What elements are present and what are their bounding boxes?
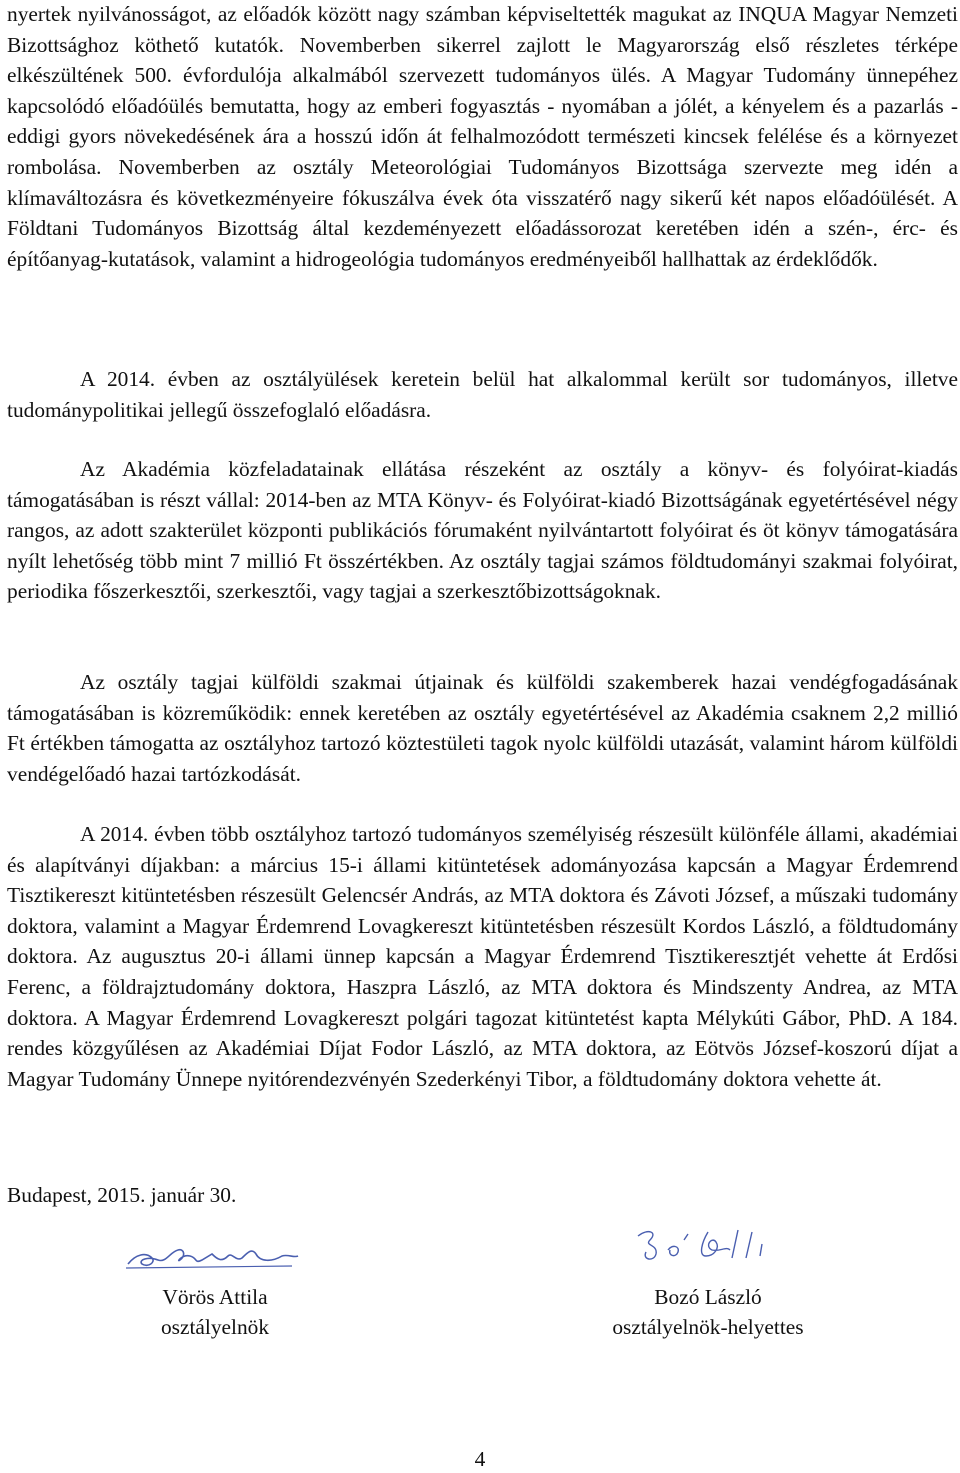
paragraph-5: A 2014. évben több osztályhoz tartozó tudományos személyiség részesült különféle állami, akadémiai és alapítványi díjakban: a március 15-i állami kitüntetések adományozása kapcsán a Magyar Érdemrend Tisztikereszt kitüntetésben részesült Gelencsér András, az MTA doktora és Závoti József, a műszaki tudomány doktora, valamint a Magyar Érdemrend Lovagkereszt kitüntetésben részesült Kordos László, a földtudomány doktora. Az augusztus 20-i állami ünnep kapcsán a Magyar Érdemrend Tisztikeresztjét vehette át Erdősi Ferenc, a földrajztudomány doktora, Haszpra László, az MTA doktora és Mindszenty Andrea, az MTA doktora. A Magyar Érdemrend Lovagkereszt polgári tagozat kitüntetést kapta Mélykúti Gábor, PhD. A 184. rendes közgyűlésen az Akadémiai Díjat Fodor László, az MTA doktora, az Eötvös József-koszorú díjat a Magyar Tudomány Ünnepe nyitórendezvényén Szederkényi Tibor, a földtudomány doktora vehette át. xyxy=(7,822,958,1091)
page-number: 4 xyxy=(474,1447,486,1471)
paragraph-3: Az Akadémia közfeladatainak ellátása részeként az osztály a könyv- és folyóirat-kiadás támogatásában is részt vállal: 2014-ben az MTA Könyv- és Folyóirat-kiadó Bizottságának egyetértésével négy rangos, az adott szakterület központi publikációs fórumaként nyilvántartott folyóirat és öt könyv támogatására nyílt lehetőség több mint 7 millió Ft összértékben. Az osztály tagjai számos földtudományi szakmai folyóirat, periodika főszerkesztői, szerkesztői, vagy tagjai a szerkesztőbizottságoknak. xyxy=(7,457,958,604)
signatory-name-right: Bozó László xyxy=(654,1285,762,1309)
signatory-role-left: osztályelnök xyxy=(160,1315,270,1339)
handwritten-signature-right xyxy=(628,1222,788,1272)
place-date: Budapest, 2015. január 30. xyxy=(7,1183,237,1207)
paragraph-4: Az osztály tagjai külföldi szakmai útjainak és külföldi szakemberek hazai vendégfogadásának támogatásában is közreműködik: ennek keretében az osztály egyetértésével az Akadémia csaknem 2,2 millió Ft értékben támogatta az osztályhoz tartozó köztestületi tagok nyolc külföldi utazását, valamint három külföldi vendégelőadó hazai tartózkodását. xyxy=(7,670,958,786)
paragraph-1: nyertek nyilvánosságot, az előadók között nagy számban képviseltették magukat az INQUA Magyar Nemzeti Bizottsághoz köthető kutatók. Novemberben sikerrel zajlott le Magyarország első részletes térképe elkészültének 500. évfordulója alkalmából szervezett tudományos ülés. A Magyar Tudomány ünnepéhez kapcsolódó előadóülés bemutatta, hogy az emberi fogyasztás - nyomában a jólét, a kényelem és a pazarlás - eddigi gyors növekedésének ára a hosszú időn át felhalmozódott természeti kincsek felélése és a környezet rombolása. Novemberben az osztály Meteorológiai Tudományos Bizottsága szervezte meg idén a klímaváltozásra és következményeire fókuszálva évek óta visszatérő nagy sikerű két napos előadóülését. A Földtani Tudományos Bizottság által kezdeményezett előadássorozat keretében idén a szén-, érc- és építőanyag-kutatások, valamint a hidrogeológia tudományos eredményeiből hallhattak az érdeklődők. xyxy=(7,2,958,271)
paragraph-2: A 2014. évben az osztályülések keretein belül hat alkalommal került sor tudományos, illetve tudománypolitikai jellegű összefoglaló előadásra. xyxy=(7,367,958,422)
handwritten-signature-left xyxy=(122,1232,302,1274)
signature-block-right xyxy=(588,1282,828,1342)
signatory-role-right: osztályelnök-helyettes xyxy=(612,1315,804,1339)
signatory-name-left: Vörös Attila xyxy=(162,1285,268,1309)
signature-block-left xyxy=(120,1282,310,1342)
